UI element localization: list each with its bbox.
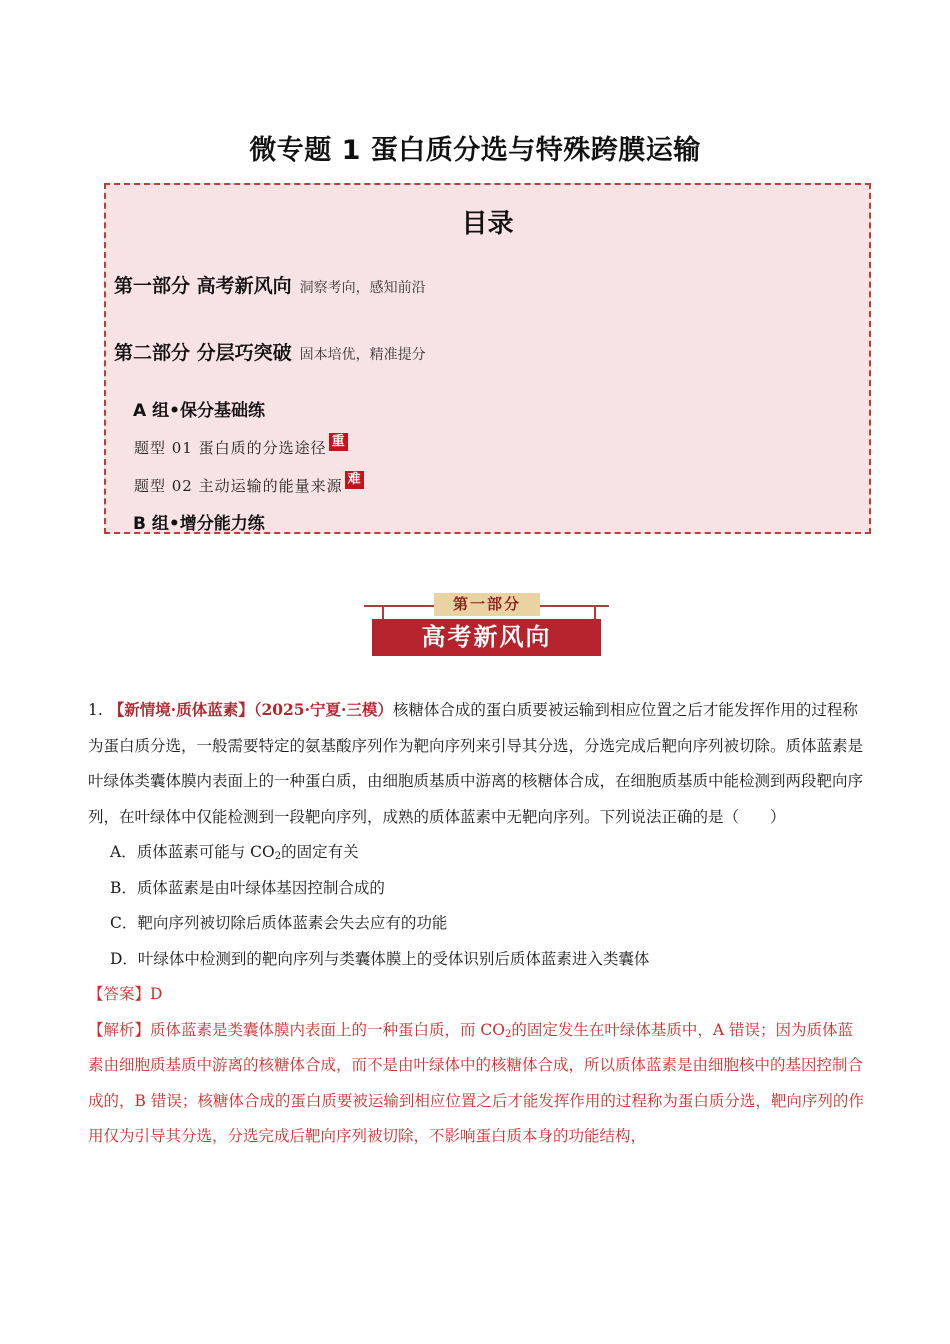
banner-part-label: 第一部分 — [434, 593, 540, 616]
option-a-text-end: 的固定有关 — [281, 843, 359, 861]
question-text: 核糖体合成的蛋白质要被运输到相应位置之后才能发挥作用的过程称为蛋白质分选，一般需要特定的氨基酸序列作为靶向序列来引导其分选，分选完成后靶向序列被切除。质体蓝素是叶绿体类囊体膜内表面上的一种蛋白质，由细胞质基质中游离的核糖体合成，在细胞质基质中能检测到两段靶向序列，在叶绿体中仅能检测到一段靶向序列，成熟的质体蓝素中无靶向序列。下列说法正确的是（ ） — [88, 701, 864, 826]
toc-part-2[interactable] — [114, 338, 426, 365]
toc-group-b[interactable]: B 组•增分能力练 — [133, 514, 265, 534]
analysis-text: 【解析】质体蓝素是类囊体膜内表面上的一种蛋白质，而 CO — [88, 1020, 505, 1039]
question-number: 1. — [88, 701, 103, 719]
option-d[interactable]: D．叶绿体中检测到的靶向序列与类囊体膜上的受体识别后质体蓝素进入类囊体 — [110, 949, 650, 968]
toc-part-1-label: 第一部分 高考新风向 — [114, 275, 292, 297]
toc-item-type-02[interactable] — [134, 471, 364, 496]
banner-tick-right — [594, 605, 596, 619]
toc-item-type-02-label: 题型 02 主动运输的能量来源 — [134, 477, 343, 495]
toc-part-1[interactable] — [114, 271, 426, 298]
toc-part-2-subtitle: 固本培优，精准提分 — [299, 347, 426, 363]
option-c[interactable]: C．靶向序列被切除后质体蓝素会失去应有的功能 — [110, 914, 448, 932]
analysis — [88, 1013, 868, 1155]
toc-part-2-label: 第二部分 分层巧突破 — [114, 342, 292, 364]
question-1 — [88, 692, 868, 1155]
toc-heading: 目录 — [461, 209, 514, 239]
toc-item-type-01-label: 题型 01 蛋白质的分选途径 — [134, 439, 327, 457]
analysis-subscript: 2 — [505, 1028, 512, 1040]
option-b[interactable]: B．质体蓝素是由叶绿体基因控制合成的 — [110, 878, 385, 897]
option-a-subscript: 2 — [274, 851, 282, 862]
banner-section-title: 高考新风向 — [372, 619, 601, 656]
option-a-text: A．质体蓝素可能与 CO — [110, 843, 275, 861]
toc-part-1-subtitle: 洞察考向，感知前沿 — [299, 280, 426, 296]
banner-tick-left — [382, 605, 384, 619]
toc-group-a[interactable]: A 组•保分基础练 — [133, 401, 265, 421]
difficult-badge: 难 — [345, 471, 364, 489]
question-tag: 【新情境·质体蓝素】 — [108, 700, 254, 719]
question-stem — [88, 692, 868, 835]
section-banner — [364, 590, 609, 660]
question-source: （2025·宁夏·三模） — [253, 700, 393, 719]
toc-item-type-01[interactable] — [134, 433, 348, 458]
document-title: 微专题 1 蛋白质分选与特殊跨膜运输 — [249, 135, 701, 166]
option-a[interactable] — [110, 835, 868, 871]
analysis-text-end: 的固定发生在叶绿体基质中，A 错误；因为质体蓝素由细胞质基质中游离的核糖体合成，而不是由叶绿体中的核糖体合成，所以质体蓝素是由细胞核中的基因控制合成的，B 错误；核糖体合成的蛋白质要被运输到相应位置之后才能发挥作用的过程称为蛋白质分选，靶向序列的作用仅为引导其分选，分选完成后靶向序列被切除，不影响蛋白质本身的功能结构， — [88, 1020, 864, 1145]
key-point-badge: 重 — [329, 433, 348, 451]
answer: 【答案】D — [88, 985, 163, 1003]
table-of-contents — [104, 183, 871, 534]
